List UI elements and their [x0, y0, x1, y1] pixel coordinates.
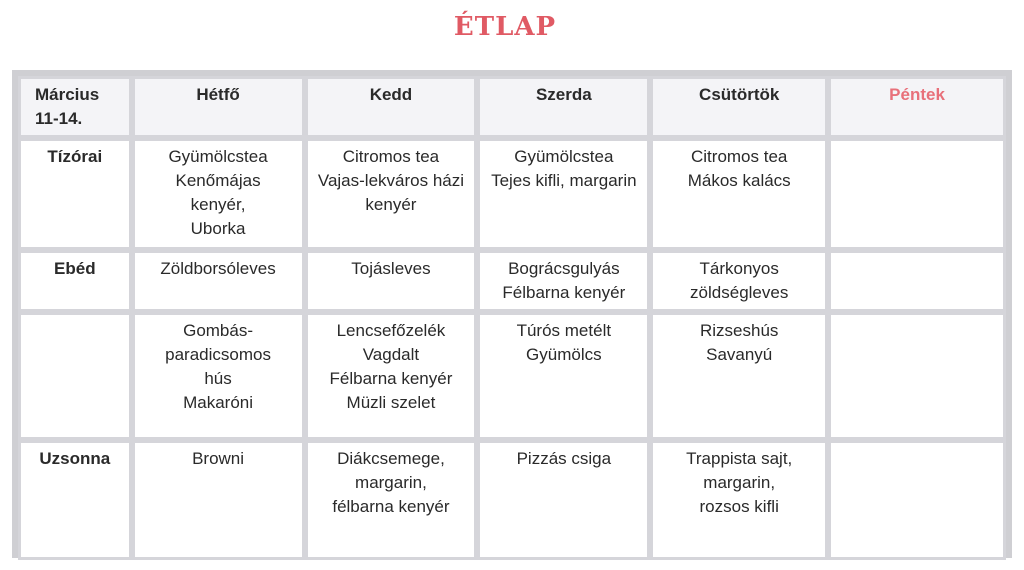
menu-item-line: margarin, [703, 473, 776, 492]
menu-cell-thursday [650, 250, 828, 312]
meal-label: Ebéd [18, 250, 132, 312]
header-row [18, 76, 1006, 138]
menu-item-line: margarin, [355, 473, 427, 492]
meal-label: Tízórai [18, 138, 132, 250]
menu-item-line: Túrós metélt [516, 321, 612, 340]
menu-cell-wednesday [477, 138, 650, 250]
menu-item-line: hús [204, 369, 232, 388]
menu-item-line: félbarna kenyér [332, 497, 450, 516]
menu-cell-tuesday [305, 312, 478, 440]
meal-row [18, 250, 1006, 312]
day-header-monday: Hétfő [132, 76, 305, 138]
menu-item-line: Félbarna kenyér [329, 369, 453, 388]
menu-cell-friday [828, 138, 1006, 250]
menu-item-line: Trappista sajt, [686, 449, 793, 468]
meal-label [18, 312, 132, 440]
menu-cell-wednesday [477, 440, 650, 560]
menu-item-line: rozsos kifli [699, 497, 779, 516]
menu-item-line: Browni [192, 449, 245, 468]
meal-label: Uzsonna [18, 440, 132, 560]
menu-cell-monday [132, 138, 305, 250]
menu-item-line: Citromos tea [691, 147, 788, 166]
menu-item-line: Gyümölcstea [514, 147, 614, 166]
menu-cell-monday [132, 312, 305, 440]
menu-item-line: Citromos tea [342, 147, 440, 166]
menu-cell-thursday [650, 138, 828, 250]
menu-item-line: Savanyú [706, 345, 773, 364]
menu-cell-wednesday [477, 312, 650, 440]
menu-item-line: Gombás- [183, 321, 254, 340]
menu-item-line: paradicsomos [165, 345, 271, 364]
menu-item-line: Kenőmájas [175, 171, 261, 190]
menu-item-line: Makaróni [183, 393, 254, 412]
menu-item-line: Lencsefőzelék [336, 321, 446, 340]
menu-cell-wednesday [477, 250, 650, 312]
menu-item-line: Rizseshús [699, 321, 779, 340]
menu-item-line: Müzli szelet [346, 393, 436, 412]
menu-item-line: Zöldborsóleves [160, 259, 276, 278]
menu-item-line: Uborka [190, 219, 246, 238]
day-header-friday: Péntek [828, 76, 1006, 138]
menu-cell-monday [132, 440, 305, 560]
meal-row [18, 440, 1006, 560]
menu-item-line: Diákcsemege, [337, 449, 445, 468]
menu-item-line: Tejes kifli, margarin [491, 171, 637, 190]
menu-cell-tuesday [305, 138, 478, 250]
day-header-thursday: Csütörtök [650, 76, 828, 138]
date-range-cell: Március 11-14. [18, 76, 132, 138]
menu-item-line: Pizzás csiga [516, 449, 612, 468]
menu-cell-friday [828, 440, 1006, 560]
menu-cell-thursday [650, 440, 828, 560]
menu-cell-monday [132, 250, 305, 312]
menu-item-line: Vagdalt [362, 345, 420, 364]
menu-item-line: kenyér, [190, 195, 246, 214]
day-header-wednesday: Szerda [477, 76, 650, 138]
meal-row [18, 138, 1006, 250]
menu-item-line: kenyér [365, 195, 417, 214]
day-header-tuesday: Kedd [305, 76, 478, 138]
menu-item-line: zöldségleves [690, 283, 789, 302]
page-title: ÉTLAP [453, 12, 557, 42]
weekly-menu-table [12, 70, 1012, 558]
meal-row [18, 312, 1006, 440]
menu-item-line: Félbarna kenyér [502, 283, 626, 302]
menu-item-line: Bográcsgulyás [508, 259, 620, 278]
menu-item-line: Mákos kalács [687, 171, 791, 190]
menu-cell-friday [828, 312, 1006, 440]
menu-item-line: Vajas-lekváros házi [317, 171, 465, 190]
menu-item-line: Gyümölcs [526, 345, 602, 364]
menu-item-line: Tojásleves [351, 259, 431, 278]
menu-item-line: Gyümölcstea [168, 147, 268, 166]
menu-item-line: Tárkonyos [699, 259, 779, 278]
menu-cell-tuesday [305, 440, 478, 560]
menu-cell-thursday [650, 312, 828, 440]
menu-cell-tuesday [305, 250, 478, 312]
menu-cell-friday [828, 250, 1006, 312]
